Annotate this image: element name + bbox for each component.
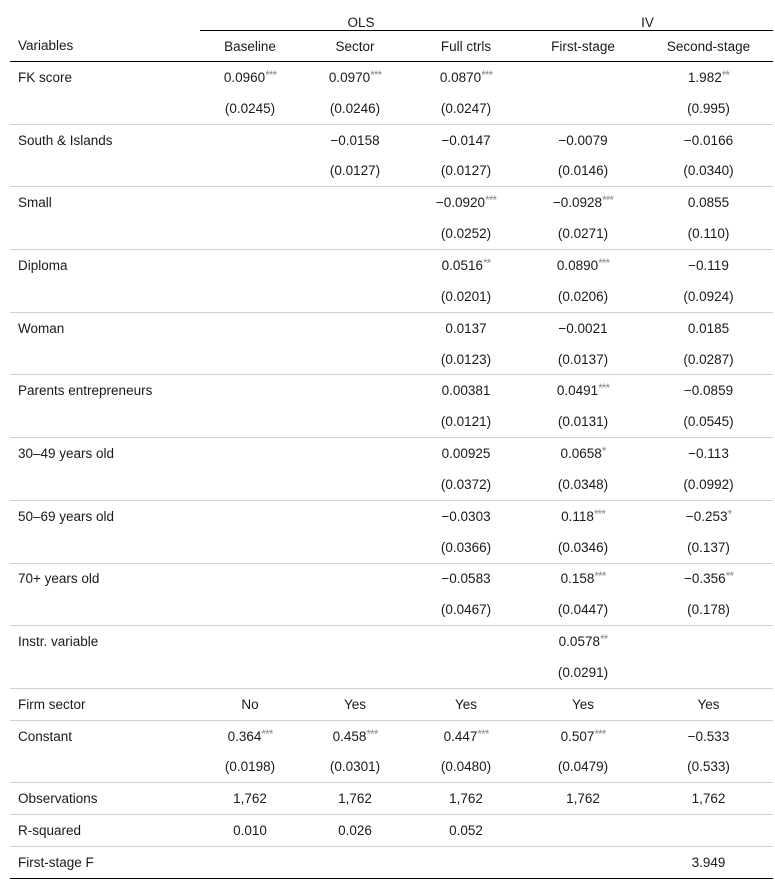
- cell-value: (0.0340): [683, 163, 734, 179]
- table-cell: [200, 752, 300, 783]
- cell-value: 1,762: [233, 791, 267, 807]
- table-cell: [200, 657, 300, 688]
- cell-value: (0.0924): [683, 288, 734, 304]
- cell-value: (0.0291): [557, 664, 609, 680]
- table-cell: [300, 847, 410, 879]
- cell-value: (0.0467): [440, 602, 492, 618]
- table-cell: [522, 406, 644, 437]
- cell-value: 1,762: [338, 791, 372, 807]
- cell-value: (0.0206): [557, 288, 609, 304]
- table-row: [10, 847, 773, 879]
- cell-value: −0.119: [688, 257, 729, 273]
- column-header-sector: Sector: [300, 31, 410, 62]
- table-cell: [410, 469, 522, 500]
- table-cell: [200, 375, 300, 406]
- table-cell: [644, 469, 773, 500]
- cell-value: (0.533): [687, 759, 730, 775]
- row-label: [10, 594, 200, 625]
- cell-value: 3.949: [691, 855, 726, 871]
- table-cell: [522, 375, 644, 406]
- cell-value: −0.253: [685, 508, 728, 524]
- significance-stars: ***: [477, 726, 489, 741]
- cell-value: 0.0960: [223, 69, 266, 85]
- table-cell: [644, 815, 773, 847]
- significance-stars: ***: [598, 255, 610, 270]
- cell-value: Yes: [571, 696, 595, 712]
- cell-value: 0.364: [227, 728, 262, 744]
- cell-value: 0.0855: [687, 195, 730, 211]
- cell-value: (0.0246): [329, 100, 381, 116]
- table-cell: [644, 532, 773, 563]
- table-cell: [410, 93, 522, 124]
- table-cell: [300, 344, 410, 375]
- row-label: Instr. variable: [18, 634, 99, 650]
- row-label: 50–69 years old: [18, 508, 115, 524]
- table-cell: [410, 281, 522, 312]
- cell-value: 0.0491: [556, 383, 599, 399]
- table-cell: [644, 783, 773, 815]
- significance-stars: ***: [602, 193, 614, 208]
- table-cell: [300, 406, 410, 437]
- significance-stars: ***: [594, 569, 606, 584]
- cell-value: (0.0479): [557, 759, 609, 775]
- cell-value: 0.0137: [445, 320, 487, 336]
- cell-value: 0.0870: [439, 69, 482, 85]
- cell-value: (0.0245): [224, 100, 276, 116]
- cell-value: −0.0147: [441, 132, 491, 148]
- cell-value: (0.0252): [440, 226, 492, 242]
- table-row: [10, 469, 773, 500]
- table-cell: [410, 815, 522, 847]
- table-cell: [522, 720, 644, 751]
- table-cell: [200, 847, 300, 879]
- table-cell: [300, 532, 410, 563]
- table-row: [10, 375, 773, 406]
- table-cell: [410, 720, 522, 751]
- table-cell: [522, 469, 644, 500]
- significance-stars: ***: [261, 726, 273, 741]
- table-row: [10, 563, 773, 594]
- table-cell: [200, 281, 300, 312]
- table-row: [10, 406, 773, 437]
- cell-value: −0.0583: [441, 571, 491, 587]
- cell-value: (0.0346): [557, 539, 609, 555]
- table-cell: [200, 250, 300, 281]
- significance-stars: ***: [594, 726, 606, 741]
- table-cell: [410, 563, 522, 594]
- table-body: [10, 62, 773, 879]
- cell-value: 0.158: [560, 571, 595, 587]
- row-label: [10, 156, 200, 187]
- row-label: Diploma: [18, 257, 68, 273]
- cell-value: (0.0301): [329, 759, 381, 775]
- cell-value: 0.0516: [441, 257, 483, 273]
- table-cell: [522, 815, 644, 847]
- table-cell: [644, 626, 773, 657]
- table-cell: [522, 218, 644, 249]
- table-cell: [200, 720, 300, 751]
- cell-value: (0.0137): [557, 351, 609, 367]
- cell-value: 0.0185: [687, 320, 730, 336]
- table-cell: [644, 375, 773, 406]
- regression-table: [10, 0, 773, 879]
- cell-value: 0.026: [338, 823, 372, 839]
- table-cell: [200, 93, 300, 124]
- table-row: [10, 657, 773, 688]
- table-cell: [410, 657, 522, 688]
- cell-value: −0.0158: [330, 132, 380, 148]
- row-label: [10, 344, 200, 375]
- cell-value: −0.356: [683, 571, 726, 587]
- table-cell: [410, 312, 522, 343]
- table-cell: [644, 93, 773, 124]
- table-row: [10, 218, 773, 249]
- table-cell: [644, 281, 773, 312]
- table-cell: [644, 187, 773, 218]
- cell-value: 0.010: [233, 823, 267, 839]
- row-label: First-stage F: [10, 847, 200, 879]
- table-row: [10, 500, 773, 531]
- table-cell: [300, 563, 410, 594]
- significance-stars: ***: [265, 67, 277, 82]
- table-cell: [410, 344, 522, 375]
- table-cell: [644, 500, 773, 531]
- table-cell: [522, 312, 644, 343]
- group-ols-header: OLS: [200, 0, 522, 31]
- table-cell: [410, 688, 522, 720]
- row-label: Parents entrepreneurs: [18, 383, 153, 399]
- table-cell: [300, 438, 410, 469]
- table-row: [10, 156, 773, 187]
- row-label: South & Islands: [18, 132, 113, 148]
- table-row: [10, 594, 773, 625]
- cell-value: (0.0271): [557, 226, 609, 242]
- cell-value: (0.0545): [683, 414, 734, 430]
- cell-value: 0.458: [332, 728, 367, 744]
- cell-value: 1,762: [449, 791, 483, 807]
- table-row: [10, 187, 773, 218]
- significance-stars: ***: [593, 506, 605, 521]
- table-cell: [644, 720, 773, 751]
- table-cell: [300, 783, 410, 815]
- cell-value: (0.0372): [440, 476, 492, 492]
- cell-value: −0.533: [687, 728, 730, 744]
- table-cell: [300, 62, 410, 93]
- cell-value: 1,762: [566, 791, 600, 807]
- table-cell: [644, 847, 773, 879]
- row-label: [10, 218, 200, 249]
- table-cell: [522, 281, 644, 312]
- cell-value: No: [241, 696, 259, 712]
- table-row: [10, 344, 773, 375]
- table-cell: [522, 563, 644, 594]
- table-cell: [300, 281, 410, 312]
- row-label: Constant: [18, 728, 73, 744]
- cell-value: −0.0166: [683, 132, 734, 148]
- cell-value: (0.0287): [683, 351, 734, 367]
- table-cell: [644, 62, 773, 93]
- table-cell: [200, 218, 300, 249]
- significance-stars: **: [599, 632, 608, 647]
- table-cell: [300, 752, 410, 783]
- table-cell: [200, 312, 300, 343]
- table-cell: [522, 594, 644, 625]
- cell-value: (0.0127): [329, 163, 381, 179]
- table-cell: [410, 783, 522, 815]
- row-label: [10, 93, 200, 124]
- table-cell: [644, 156, 773, 187]
- table-cell: [522, 250, 644, 281]
- table-row: [10, 720, 773, 751]
- table-cell: [410, 532, 522, 563]
- table-cell: [410, 752, 522, 783]
- table-cell: [300, 187, 410, 218]
- significance-stars: ***: [481, 67, 493, 82]
- table-cell: [300, 250, 410, 281]
- cell-value: (0.0992): [683, 476, 734, 492]
- table-cell: [644, 657, 773, 688]
- table-cell: [644, 250, 773, 281]
- column-header-baseline: Baseline: [200, 31, 300, 62]
- cell-value: (0.995): [687, 100, 730, 116]
- table-row: [10, 783, 773, 815]
- cell-value: 0.118: [561, 508, 594, 524]
- table-row: [10, 124, 773, 155]
- group-header-row: [10, 0, 773, 31]
- cell-value: (0.0121): [440, 414, 492, 430]
- table-cell: [522, 532, 644, 563]
- table-row: [10, 688, 773, 720]
- row-label: 30–49 years old: [18, 446, 115, 462]
- table-cell: [200, 688, 300, 720]
- table-cell: [644, 218, 773, 249]
- cell-value: Yes: [454, 696, 478, 712]
- table-cell: [410, 847, 522, 879]
- cell-value: (0.0447): [557, 602, 609, 618]
- table-cell: [644, 752, 773, 783]
- table-cell: [300, 218, 410, 249]
- column-header-first-stage: First-stage: [522, 31, 644, 62]
- table-cell: [522, 626, 644, 657]
- table-cell: [200, 406, 300, 437]
- column-header-row: [10, 31, 773, 62]
- table-row: [10, 626, 773, 657]
- table-cell: [644, 344, 773, 375]
- table-cell: [200, 187, 300, 218]
- table-cell: [522, 438, 644, 469]
- significance-stars: ***: [485, 193, 497, 208]
- table-row: [10, 752, 773, 783]
- table-cell: [300, 375, 410, 406]
- significance-stars: *: [601, 444, 606, 459]
- table-cell: [300, 500, 410, 531]
- table-row: [10, 281, 773, 312]
- row-label: FK score: [18, 69, 73, 85]
- table-row: [10, 815, 773, 847]
- table-cell: [200, 532, 300, 563]
- table-cell: [300, 469, 410, 500]
- cell-value: −0.113: [688, 446, 729, 462]
- cell-value: 1,762: [691, 791, 726, 807]
- row-label: [10, 532, 200, 563]
- table-cell: [410, 187, 522, 218]
- table-cell: [410, 500, 522, 531]
- table-cell: [410, 626, 522, 657]
- cell-value: −0.0079: [558, 132, 608, 148]
- cell-value: (0.0247): [440, 100, 492, 116]
- table-cell: [644, 594, 773, 625]
- table-cell: [200, 62, 300, 93]
- table-cell: [410, 156, 522, 187]
- cell-value: 0.0890: [556, 257, 599, 273]
- table-row: [10, 532, 773, 563]
- significance-stars: *: [727, 506, 732, 521]
- table-cell: [300, 815, 410, 847]
- cell-value: (0.0131): [557, 414, 609, 430]
- table-cell: [522, 187, 644, 218]
- cell-value: 0.0658: [560, 446, 602, 462]
- cell-value: 0.00381: [441, 383, 491, 399]
- row-label: 70+ years old: [18, 571, 100, 587]
- row-label: [10, 469, 200, 500]
- table-cell: [644, 688, 773, 720]
- significance-stars: **: [721, 67, 730, 82]
- row-label: Small: [18, 195, 52, 211]
- table-cell: [410, 406, 522, 437]
- table-cell: [644, 124, 773, 155]
- table-cell: [300, 156, 410, 187]
- cell-value: 0.0578: [558, 634, 600, 650]
- cell-value: (0.0348): [557, 476, 609, 492]
- table-cell: [522, 657, 644, 688]
- table-cell: [300, 657, 410, 688]
- cell-value: −0.0859: [683, 383, 734, 399]
- table-cell: [522, 156, 644, 187]
- table-cell: [200, 500, 300, 531]
- cell-value: −0.0303: [441, 508, 491, 524]
- table-cell: [200, 344, 300, 375]
- significance-stars: **: [725, 569, 733, 584]
- row-label: [10, 657, 200, 688]
- cell-value: 0.0970: [328, 69, 371, 85]
- cell-value: (0.0198): [224, 759, 276, 775]
- table-cell: [300, 124, 410, 155]
- cell-value: (0.0123): [440, 351, 492, 367]
- row-label: [10, 281, 200, 312]
- cell-value: (0.0146): [557, 163, 609, 179]
- table-row: [10, 312, 773, 343]
- table-cell: [522, 500, 644, 531]
- cell-value: (0.110): [687, 226, 730, 242]
- table-cell: [522, 688, 644, 720]
- significance-stars: ***: [370, 67, 382, 82]
- table-cell: [200, 124, 300, 155]
- significance-stars: ***: [598, 381, 610, 396]
- table-cell: [200, 469, 300, 500]
- cell-value: Yes: [697, 696, 720, 712]
- table-cell: [200, 438, 300, 469]
- cell-value: −0.0928: [552, 195, 603, 211]
- row-label: Firm sector: [10, 688, 200, 720]
- table-cell: [522, 752, 644, 783]
- table-cell: [300, 720, 410, 751]
- table-cell: [200, 783, 300, 815]
- cell-value: 0.052: [449, 823, 483, 839]
- row-label: Woman: [18, 320, 65, 336]
- table-cell: [200, 156, 300, 187]
- table-cell: [200, 815, 300, 847]
- table-cell: [522, 93, 644, 124]
- table-cell: [522, 344, 644, 375]
- cell-value: 0.507: [560, 728, 595, 744]
- cell-value: −0.0021: [558, 320, 608, 336]
- cell-value: 1.982: [687, 69, 722, 85]
- table-row: [10, 62, 773, 93]
- table-cell: [522, 783, 644, 815]
- table-cell: [410, 594, 522, 625]
- table-cell: [300, 594, 410, 625]
- table-cell: [644, 438, 773, 469]
- cell-value: (0.0480): [440, 759, 492, 775]
- row-label: R-squared: [10, 815, 200, 847]
- significance-stars: ***: [366, 726, 378, 741]
- cell-value: (0.137): [687, 539, 730, 555]
- table-cell: [200, 594, 300, 625]
- table-cell: [522, 847, 644, 879]
- table-cell: [410, 124, 522, 155]
- table-row: [10, 438, 773, 469]
- cell-value: Yes: [343, 696, 367, 712]
- table-cell: [410, 438, 522, 469]
- table-cell: [522, 62, 644, 93]
- table-row: [10, 93, 773, 124]
- table-cell: [200, 563, 300, 594]
- cell-value: −0.0920: [435, 195, 486, 211]
- cell-value: (0.178): [687, 602, 730, 618]
- cell-value: 0.00925: [441, 446, 491, 462]
- column-header-variables: Variables: [10, 31, 200, 62]
- row-label: [10, 406, 200, 437]
- table-cell: [644, 563, 773, 594]
- table-cell: [644, 312, 773, 343]
- table-cell: [300, 626, 410, 657]
- table-cell: [300, 312, 410, 343]
- cell-value: 0.447: [443, 728, 478, 744]
- cell-value: (0.0366): [440, 539, 492, 555]
- table-cell: [300, 688, 410, 720]
- significance-stars: **: [482, 255, 491, 270]
- table-cell: [410, 250, 522, 281]
- column-header-second-stage: Second-stage: [644, 31, 773, 62]
- table-cell: [522, 124, 644, 155]
- group-iv-header: IV: [522, 0, 773, 31]
- table-cell: [410, 375, 522, 406]
- table-cell: [410, 62, 522, 93]
- table-cell: [644, 406, 773, 437]
- row-label: Observations: [10, 783, 200, 815]
- cell-value: (0.0127): [440, 163, 492, 179]
- table-row: [10, 250, 773, 281]
- cell-value: (0.0201): [440, 288, 492, 304]
- table-cell: [300, 93, 410, 124]
- column-header-full-ctrls: Full ctrls: [410, 31, 522, 62]
- table-cell: [410, 218, 522, 249]
- row-label: [10, 752, 200, 783]
- table-cell: [200, 626, 300, 657]
